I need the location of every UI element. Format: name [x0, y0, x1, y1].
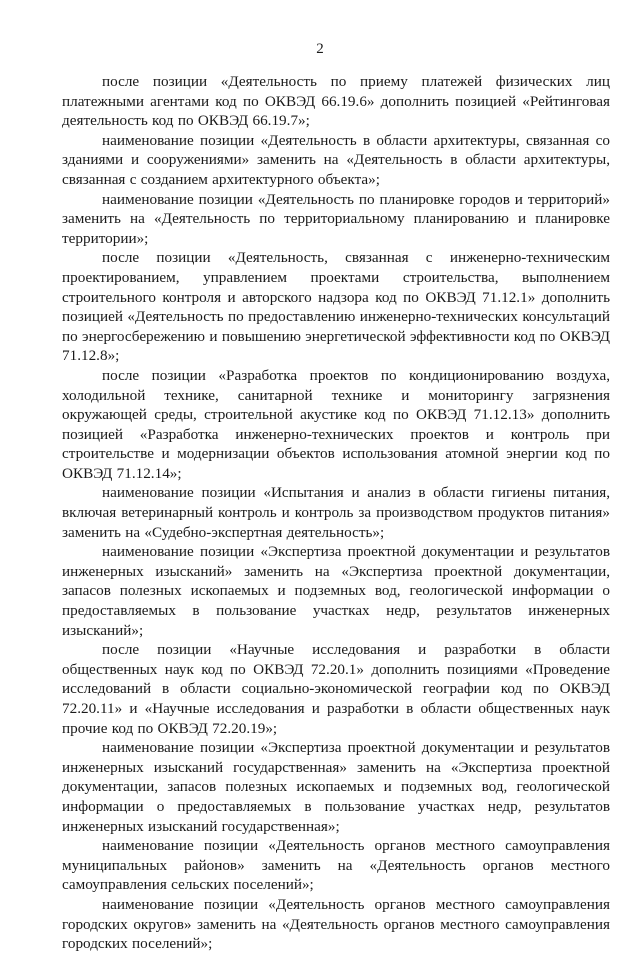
- paragraph: после позиции «Деятельность, связанная с инженерно-техническим проектированием, управлением проектами строительства, выполнением строительного контроля и авторского надзора код по ОКВЭД 71.12.1» дополнить позицией «Деятельность по предоставлению инженерно-технических консультаций по энергосбережению и повышению энергетической эффективности код по ОКВЭД 71.12.8»;: [62, 249, 610, 365]
- paragraph: наименование позиции «Деятельность в области архитектуры, связанная со зданиями и сооружениями» заменить на «Деятельность в области архитектуры, связанная с созданием архитектурного объекта»;: [62, 131, 610, 188]
- page-number: 2: [316, 41, 324, 57]
- paragraph: наименование позиции «Экспертиза проектной документации и результатов инженерных изысканий» заменить на «Экспертиза проектной документации, запасов полезных ископаемых и подземных вод, геологической информации о предоставляемых в пользование участках недр, результатов инженерных изысканий»;: [62, 543, 610, 639]
- paragraph: после позиции «Разработка проектов по кондиционированию воздуха, холодильной технике, санитарной технике и мониторингу загрязнения окружающей среды, строительной акустике код по ОКВЭД 71.12.13» дополнить позицией «Разработка инженерно-технических проектов и контроль при строительстве и модернизации объектов использования атомной энергии код по ОКВЭД 71.12.14»;: [62, 366, 610, 482]
- paragraph: после позиции «Научные исследования и разработки в области общественных наук код по ОКВЭД 72.20.1» дополнить позициями «Проведение исследований в области социально-экономической географии код по ОКВЭД 72.20.11» и «Научные исследования и разработки в области общественных наук прочие код по ОКВЭД 72.20.19»;: [62, 641, 610, 737]
- paragraph: наименование позиции «Деятельность органов местного самоуправления городских округов» заменить на «Деятельность органов местного самоуправления городских поселений»;: [62, 895, 610, 953]
- paragraph: после позиции «Деятельность по приему платежей физических лиц платежными агентами код по ОКВЭД 66.19.6» дополнить позицией «Рейтинговая деятельность код по ОКВЭД 66.19.7»;: [62, 73, 610, 130]
- paragraph: наименование позиции «Деятельность по планировке городов и территорий» заменить на «Деятельность по территориальному планированию и планировке территории»;: [62, 190, 610, 247]
- paragraph: наименование позиции «Деятельность органов местного самоуправления муниципальных районов» заменить на «Деятельность органов местного самоуправления сельских поселений»;: [62, 837, 610, 894]
- paragraph: наименование позиции «Испытания и анализ в области гигиены питания, включая ветеринарный контроль и контроль за производством продуктов питания» заменить на «Судебно-экспертная деятельность»;: [62, 484, 610, 541]
- paragraph: наименование позиции «Экспертиза проектной документации и результатов инженерных изысканий государственная» заменить на «Экспертиза проектной документации, запасов полезных ископаемых и подземных вод, геологической информации о предоставляемых в пользование участках недр, результатов инженерных изысканий государственная»;: [62, 739, 610, 835]
- document-body: [62, 72, 610, 954]
